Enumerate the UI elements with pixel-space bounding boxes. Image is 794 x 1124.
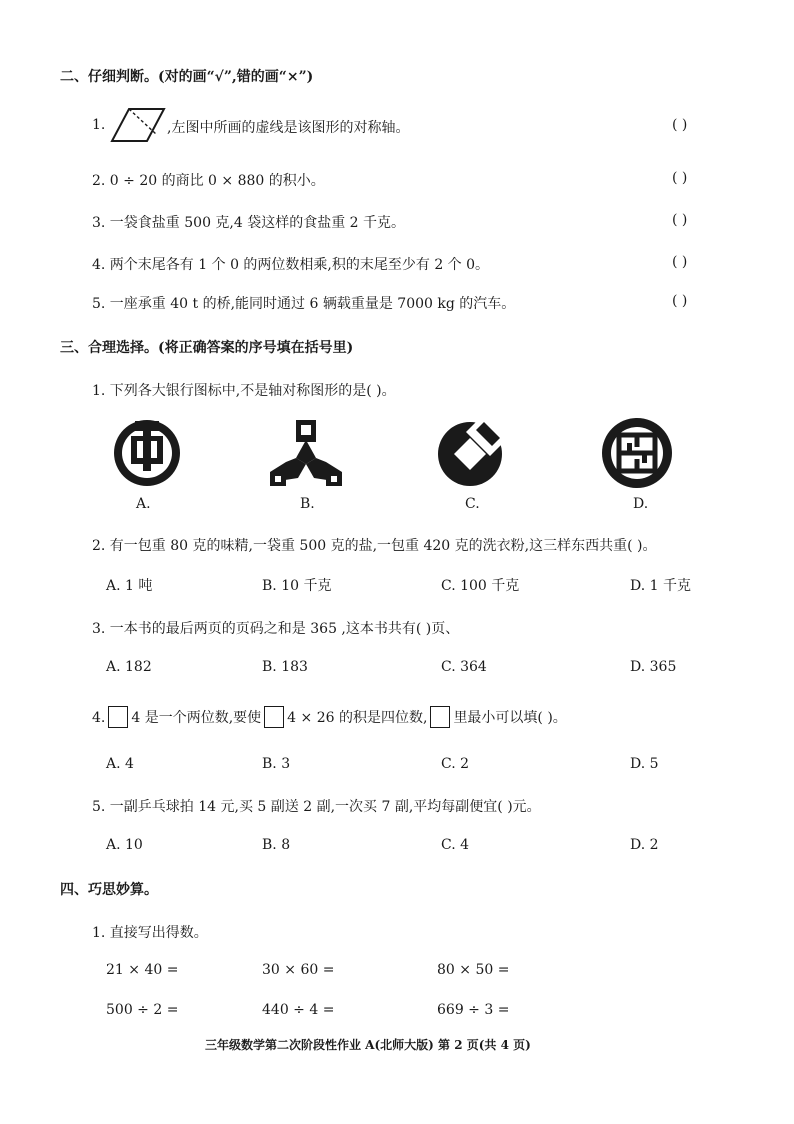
- question-3-4: [92, 706, 567, 728]
- question-3-4-number: 4.: [92, 710, 106, 726]
- calc-item: 21 × 40 =: [106, 962, 179, 978]
- question-3-5: 5. 一副乒乓球拍 14 元,买 5 副送 2 副,一次买 7 副,平均每副便宜( )元。: [92, 799, 541, 815]
- question-2-5: 5. 一座承重 40 t 的桥,能同时通过 6 辆载重量是 7000 kg 的汽车。: [92, 296, 516, 312]
- section-3-title: 三、合理选择。(将正确答案的序号填在括号里): [60, 340, 354, 356]
- option-3-3-a[interactable]: A. 182: [106, 659, 152, 675]
- logo-label-b: B.: [300, 496, 315, 512]
- answer-paren-2-4[interactable]: ( ): [672, 254, 688, 270]
- logo-label-a: A.: [136, 496, 151, 512]
- section-2-title: 二、仔细判断。(对的画“√”,错的画“×”): [60, 69, 314, 85]
- calc-item: 440 ÷ 4 =: [262, 1002, 335, 1018]
- answer-box-3[interactable]: [430, 706, 450, 728]
- option-3-4-a[interactable]: A. 4: [106, 756, 134, 772]
- logo-label-c: C.: [465, 496, 480, 512]
- option-3-5-b[interactable]: B. 8: [262, 837, 291, 853]
- question-3-1: 1. 下列各大银行图标中,不是轴对称图形的是( )。: [92, 383, 396, 399]
- option-3-5-d[interactable]: D. 2: [630, 837, 659, 853]
- question-3-4-part2: 4 × 26 的积是四位数,: [287, 710, 428, 726]
- calc-item: 669 ÷ 3 =: [437, 1002, 510, 1018]
- answer-paren-2-2[interactable]: ( ): [672, 170, 688, 186]
- answer-paren-2-3[interactable]: ( ): [672, 212, 688, 228]
- answer-box-1[interactable]: [108, 706, 128, 728]
- icbc-bank-logo-icon: [600, 416, 674, 490]
- option-3-4-d[interactable]: D. 5: [630, 756, 659, 772]
- option-3-4-b[interactable]: B. 3: [262, 756, 291, 772]
- calc-item: 80 × 50 =: [437, 962, 510, 978]
- ccb-construction-logo-icon: [268, 418, 344, 492]
- parallelogram-figure: [109, 106, 167, 144]
- option-3-2-b[interactable]: B. 10 千克: [262, 578, 332, 594]
- question-2-3: 3. 一袋食盐重 500 克,4 袋这样的食盐重 2 千克。: [92, 215, 406, 231]
- question-3-4-part1: 4 是一个两位数,要使: [131, 710, 262, 726]
- question-2-4: 4. 两个末尾各有 1 个 0 的两位数相乘,积的末尾至少有 2 个 0。: [92, 257, 490, 273]
- answer-paren-2-5[interactable]: ( ): [672, 293, 688, 309]
- question-2-2: 2. 0 ÷ 20 的商比 0 × 880 的积小。: [92, 173, 325, 189]
- question-2-1-number: 1.: [92, 117, 106, 133]
- option-3-5-c[interactable]: C. 4: [441, 837, 470, 853]
- question-3-3: 3. 一本书的最后两页的页码之和是 365 ,这本书共有( )页、: [92, 621, 460, 637]
- logo-label-d: D.: [633, 496, 649, 512]
- calc-item: 500 ÷ 2 =: [106, 1002, 179, 1018]
- option-3-5-a[interactable]: A. 10: [106, 837, 143, 853]
- page-footer: 三年级数学第二次阶段性作业 A(北师大版) 第 2 页(共 4 页): [205, 1038, 531, 1052]
- option-3-3-d[interactable]: D. 365: [630, 659, 677, 675]
- ccb-bank-logo-icon: [434, 416, 506, 488]
- option-3-2-a[interactable]: A. 1 吨: [106, 578, 153, 594]
- abc-bank-logo-icon: [112, 418, 182, 488]
- calc-item: 30 × 60 =: [262, 962, 335, 978]
- question-2-1-text: ,左图中所画的虚线是该图形的对称轴。: [167, 120, 410, 136]
- option-3-4-c[interactable]: C. 2: [441, 756, 470, 772]
- option-3-2-c[interactable]: C. 100 千克: [441, 578, 520, 594]
- option-3-3-b[interactable]: B. 183: [262, 659, 308, 675]
- option-3-3-c[interactable]: C. 364: [441, 659, 487, 675]
- question-3-4-part3: 里最小可以填( )。: [453, 710, 567, 726]
- section-4-title: 四、巧思妙算。: [60, 882, 158, 898]
- question-3-2: 2. 有一包重 80 克的味精,一袋重 500 克的盐,一包重 420 克的洗衣粉,这三样东西共重( )。: [92, 538, 657, 554]
- answer-box-2[interactable]: [264, 706, 284, 728]
- section-4-sub-1: 1. 直接写出得数。: [92, 925, 208, 941]
- option-3-2-d[interactable]: D. 1 千克: [630, 578, 691, 594]
- answer-paren-2-1[interactable]: ( ): [672, 117, 688, 133]
